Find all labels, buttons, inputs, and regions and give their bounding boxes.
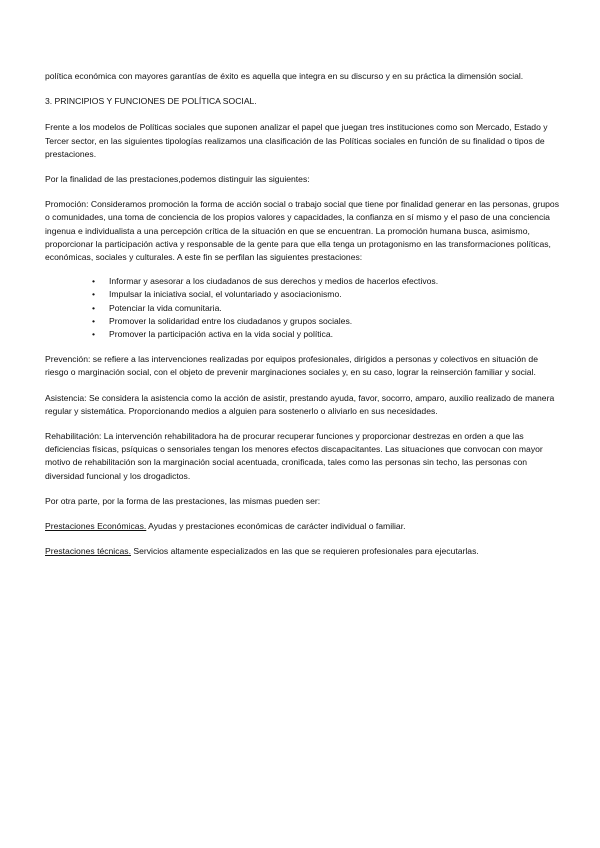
promocion-text: Consideramos promoción la forma de acción social o trabajo social que tiene por finalidad generar en las personas, grupos o comunidades, una toma de conciencia de los propios valores y capacidades, la confianza en sí mismo y el paso de una conciencia ingenua e individualista a una percepción crítica de la situación en que se encuentran. La promoción humana busca, asimismo, proporcionar la participación activa y responsable de la gente para que ella tenga un protagonismo en las transformaciones políticas, económicas, sociales y culturales. A este fin se perfilan las siguientes prestaciones: [45,199,560,263]
intro-continuation: política económica con mayores garantías de éxito es aquella que integra en su discurso y en su práctica la dimensión social. [45,71,524,81]
asistencia-text: Se considera la asistencia como la acción de asistir, prestando ayuda, favor, socorro, amparo, auxilio realizado de manera regular y sistemática. Proporcionando medios a alguien para sostenerlo o aliviarlo en sus necesidades. [45,392,555,416]
asistencia-term: Asistencia: [45,392,87,403]
rehabilitacion-term: Rehabilitación: [45,431,102,442]
list-item: • Promover la participación activa en la vida social y política. [95,328,560,341]
list-item: • Promover la solidaridad entre los ciudadanos y grupos sociales. [95,315,560,328]
paragraph-rehabilitacion [45,430,560,483]
section-heading: 3. PRINCIPIOS Y FUNCIONES DE POLÍTICA SOCIAL. [45,96,257,107]
paragraph-promocion [45,198,560,264]
tecnicas-term: Prestaciones técnicas. [45,546,131,557]
paragraph-economicas [45,520,560,533]
economicas-text: Ayudas y prestaciones económicas de carácter individual o familiar. [146,521,406,532]
economicas-term: Prestaciones Económicas. [45,521,147,532]
list-item: • Potenciar la vida comunitaria. [95,302,560,315]
list-item: • Informar y asesorar a los ciudadanos de sus derechos y medios de hacerlos efectivos. [95,275,560,288]
promocion-term: Promoción: [45,199,89,210]
prevencion-text: se refiere a las intervenciones realizadas por equipos profesionales, dirigidos a personas y colectivos en situación de riesgo o marginación social, con el objeto de prevenir marginaciones sociales y, en su caso, lograr la reinserción familiar y social. [45,354,538,378]
prevencion-term: Prevención: [45,354,91,365]
prestaciones-list [45,275,560,341]
rehabilitacion-text: La intervención rehabilitadora ha de procurar recuperar funciones y proporcionar destrezas en orden a que las deficiencias físicas, psíquicas o sensoriales tengan los menores efectos discapacitantes. Las situaciones que convocan con mayor motivo de rehabilitación son la marginación social acentuada, cronificada, tales como las personas sin techo, las personas con diversidad funcional y los drogadictos. [45,431,543,481]
document-body [45,70,560,570]
paragraph-tecnicas [45,545,560,558]
paragraph-models: Frente a los modelos de Políticas sociales que suponen analizar el papel que juegan tres instituciones como son Mercado, Estado y Tercer sector, en las siguientes tipologías realizamos una clasificación de las Políticas sociales en función de su finalidad o tipos de prestaciones. [45,122,548,159]
paragraph-forma: Por otra parte, por la forma de las prestaciones, las mismas pueden ser: [45,495,321,506]
tecnicas-text: Servicios altamente especializados en las que se requieren profesionales para ejecutarlas. [130,546,479,557]
paragraph-finalidad: Por la finalidad de las prestaciones,podemos distinguir las siguientes: [45,174,310,185]
list-item: • Impulsar la iniciativa social, el voluntariado y asociacionismo. [95,288,560,301]
paragraph-asistencia [45,392,560,418]
paragraph-prevencion [45,353,560,379]
